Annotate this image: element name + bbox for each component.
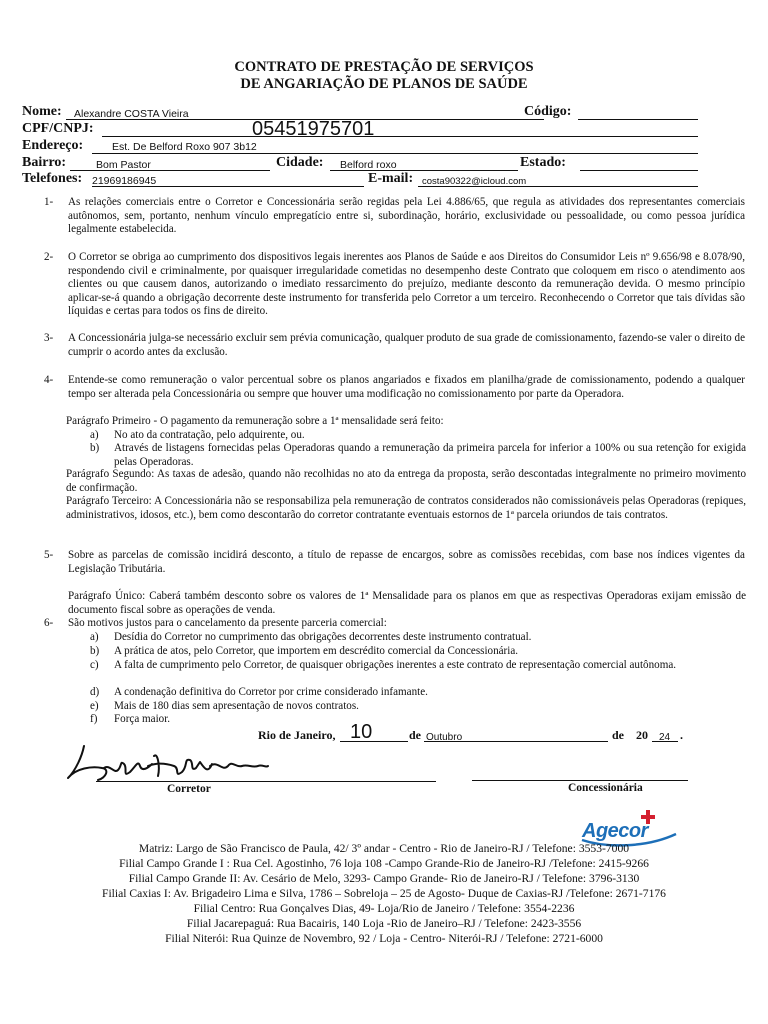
clause-text: O Corretor se obriga ao cumprimento dos dispositivos legais inerentes aos Planos de Saúde e aos Direitos do Consumidor Leis nº 9.656/98 e 8.078/90, respondendo civil e criminalmente, por quaisquer irregularidade cometidas no desempenho deste Contrato que coloquem em risco o atendimento aos clientes ou que causem danos, autorizando o imediato ressarcimento do prejuízo, mediante desconto da remuneração devida. O mesmo princípio aplicar-se-á quando a obrigação decorrente deste instrumento for transferida pelo Corretor a um terceiro. Reconhecendo o Corretor que tais dívidas são líquidas e certas para todos os fins de direito. <box>68 251 745 317</box>
clause-text: Entende-se como remuneração o valor percentual sobre os planos angariados e fixados em planilha/grade de comissionamento, podendo a qualquer tempo ser alterada pela Concessionária ou sempre que houver uma modificação no comissionamento por parte da Operadora. <box>68 374 745 400</box>
cpf-field[interactable]: 05451975701 <box>252 118 375 140</box>
estado-label: Estado: <box>520 155 566 170</box>
clause-5-paragraph-unico: Parágrafo Único: Caberá também desconto sobre os valores de 1ª Mensalidade para os planos em que as respectivas Operadoras exijam emissão de documento fiscal sobre as operações de venda. <box>68 590 746 616</box>
item-letter: d) <box>90 686 100 698</box>
date-year-field[interactable]: 24 <box>659 732 671 743</box>
telefones-label: Telefones: <box>22 171 83 186</box>
endereco-line <box>92 153 698 154</box>
footer-line: Filial Caxias I: Av. Brigadeiro Lima e Silva, 1786 – Sobreloja – 25 de Agosto- Duque de Caxias-RJ /Telefone: 2671-7176 <box>102 887 666 900</box>
concessionaria-signature-line[interactable] <box>472 780 688 781</box>
clause-text: As relações comerciais entre o Corretor e Concessionária serão regidas pela Lei 4.886/65, que regula as atividades dos representantes comerciais autônomos, sem, portanto, nenhum vínculo empregatício entre si, subordinação, horário, exclusividade ou pessoalidade, ou como pessoa jurídica legalmente estabelecida. <box>68 196 745 235</box>
item-text: A prática de atos, pelo Corretor, que importem em descrédito comercial da Concessionária. <box>114 645 519 657</box>
clause-number: 5- <box>44 549 54 561</box>
corretor-signature-line[interactable] <box>96 781 436 782</box>
footer-line: Filial Niterói: Rua Quinze de Novembro, 92 / Loja - Centro- Niterói-RJ / Telefone: 2721-6000 <box>165 932 603 945</box>
item-text: Mais de 180 dias sem apresentação de novos contratos. <box>114 700 359 712</box>
email-label: E-mail: <box>368 171 414 186</box>
footer-line: Filial Campo Grande I : Rua Cel. Agostinho, 76 loja 108 -Campo Grande-Rio de Janeiro-RJ /Telefone: 2415-9266 <box>119 857 649 870</box>
clause-text: São motivos justos para o cancelamento da presente parceria comercial: <box>68 617 387 629</box>
email-field[interactable]: costa90322@icloud.com <box>422 176 527 187</box>
bairro-field[interactable]: Bom Pastor <box>96 159 151 171</box>
clause-text: Sobre as parcelas de comissão incidirá desconto, a título de repasse de encargos, sobre as comissões recebidas, com base nos índices vigentes da Legislação Tributária. <box>68 549 745 575</box>
cpf-line <box>102 136 698 137</box>
footer-line: Filial Centro: Rua Gonçalves Dias, 49- Loja/Rio de Janeiro / Telefone: 3554-2236 <box>193 902 575 915</box>
clause-4-paragraph-3: Parágrafo Terceiro: A Concessionária não se responsabiliza pela remuneração de contratos considerados não comissionáveis pelas Operadoras (repiques, administrativos, idosos, etc.), bem como descontarão do corretor contratante eventuais estornos de 1ª parcela oriundos de tais contratos. <box>66 495 746 521</box>
endereco-label: Endereço: <box>22 138 84 153</box>
item-text: A falta de cumprimento pelo Corretor, de quaisquer obrigações inerentes a este contrato de representação comercial autônoma. <box>114 659 677 671</box>
codigo-label: Código: <box>524 104 572 119</box>
item-letter: e) <box>90 700 99 712</box>
date-day-field[interactable]: 10 <box>350 721 373 743</box>
item-letter: c) <box>90 659 99 671</box>
nome-label: Nome: <box>22 104 62 119</box>
item-text: A condenação definitiva do Corretor por crime considerado infamante. <box>114 686 428 698</box>
date-de-2: de <box>612 728 624 742</box>
item-text: No ato da contratação, pelo adquirente, ou. <box>114 429 305 441</box>
item-letter: b) <box>90 442 100 454</box>
clause-number: 2- <box>44 251 54 263</box>
item-text: Desídia do Corretor no cumprimento das obrigações decorrentes deste instrumento contratual. <box>114 631 532 643</box>
contract-title-line2: DE ANGARIAÇÃO DE PLANOS DE SAÚDE <box>240 76 528 92</box>
clause-text: A Concessionária julga-se necessário excluir sem prévia comunicação, qualquer produto de sua grade de comissionamento, fazendo-se valer o direito de cumprir o acordo antes da exclusão. <box>68 332 745 358</box>
codigo-field[interactable] <box>578 119 698 120</box>
item-letter: a) <box>90 631 99 643</box>
date-city: Rio de Janeiro, <box>258 728 336 742</box>
endereco-field[interactable]: Est. De Belford Roxo 907 3b12 <box>112 141 257 153</box>
item-letter: b) <box>90 645 100 657</box>
clause-number: 6- <box>44 617 54 629</box>
date-end: . <box>680 728 683 742</box>
cidade-label: Cidade: <box>276 155 324 170</box>
cidade-field[interactable]: Belford roxo <box>340 159 397 171</box>
clause-number: 1- <box>44 196 54 208</box>
telefones-field[interactable]: 21969186945 <box>92 175 157 187</box>
cpf-label: CPF/CNPJ: <box>22 121 94 136</box>
footer-line: Filial Jacarepaguá: Rua Bacairis, 140 Loja -Rio de Janeiro–RJ / Telefone: 2423-3556 <box>186 917 582 930</box>
contract-title-line1: CONTRATO DE PRESTAÇÃO DE SERVIÇOS <box>234 59 534 75</box>
bairro-label: Bairro: <box>22 155 67 170</box>
logo-text: Agecor <box>582 820 648 842</box>
corretor-label: Corretor <box>167 783 211 795</box>
item-letter: a) <box>90 429 99 441</box>
item-text: Através de listagens fornecidas pelas Operadoras quando a remuneração da primeira parcela for inferior a 100% ou sua retenção for exigida pelas Operadoras. <box>114 442 746 468</box>
date-year-prefix: 20 <box>636 728 648 742</box>
clause-number: 3- <box>44 332 54 344</box>
clause-number: 4- <box>44 374 54 386</box>
item-text: Força maior. <box>114 713 171 725</box>
nome-field[interactable]: Alexandre COSTA Vieira <box>74 108 189 120</box>
footer-line: Filial Campo Grande II: Av. Cesário de Melo, 3293- Campo Grande- Rio de Janeiro-RJ / Telefone: 3796-3130 <box>128 872 640 885</box>
date-month-field[interactable]: Outubro <box>426 732 463 743</box>
concessionaria-label: Concessionária <box>568 782 643 794</box>
clause-4-paragraph-1: Parágrafo Primeiro - O pagamento da remuneração sobre a 1ª mensalidade será feito: <box>66 415 444 427</box>
footer-line: Matriz: Largo de São Francisco de Paula, 42/ 3º andar - Centro - Rio de Janeiro-RJ / Telefone: 3553-7000 <box>138 842 630 855</box>
clause-4-paragraph-2: Parágrafo Segundo: As taxas de adesão, quando não recolhidas no ato da entrega da proposta, serão descontadas integralmente no primeiro movimento de confirmação. <box>66 468 746 494</box>
item-letter: f) <box>90 713 98 725</box>
date-de-1: de <box>409 728 421 742</box>
